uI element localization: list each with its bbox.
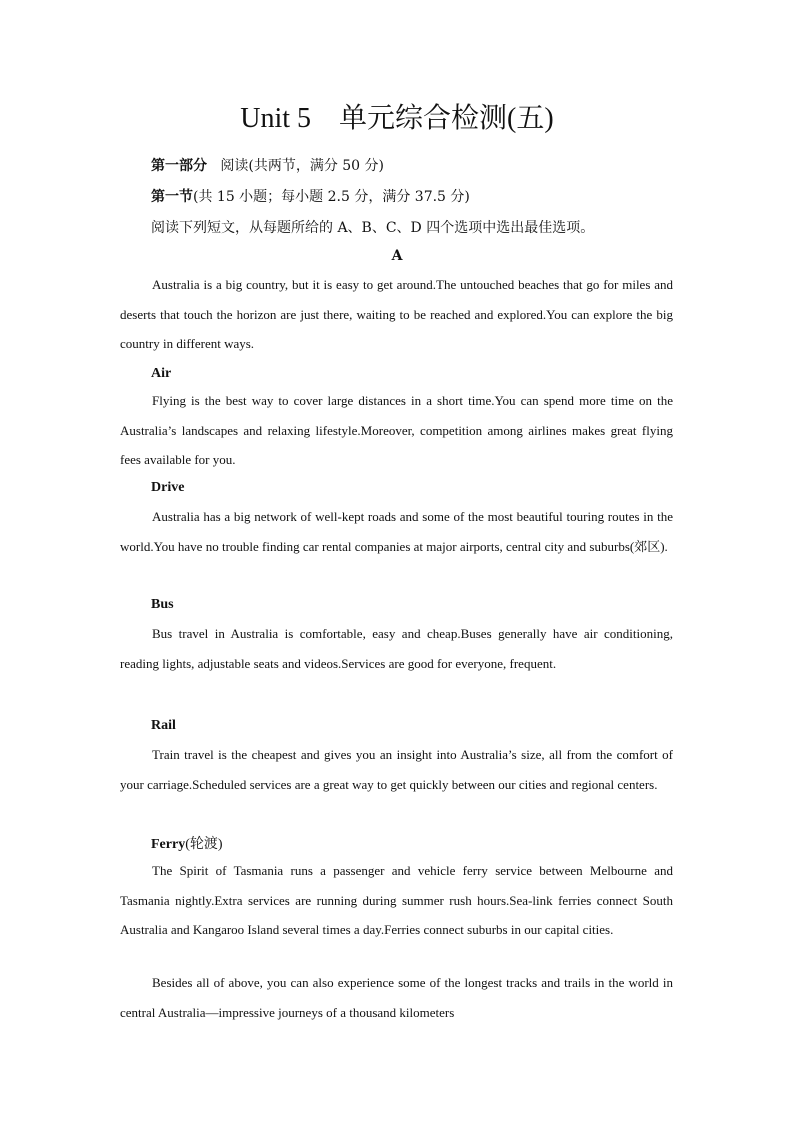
- heading-text: Ferry: [151, 837, 186, 852]
- paragraph-rail: Train travel is the cheapest and gives you an insight into Australia’s size, all from the comfort of your carriage.Scheduled services are a great way to get quickly between our cities and regional centers.: [120, 747, 673, 792]
- part-description: 阅读(共两节，满分 50 分): [220, 158, 384, 174]
- part-label: 第一部分: [151, 158, 207, 174]
- section-label: 第一节: [151, 189, 193, 205]
- heading-ferry: [151, 833, 223, 853]
- heading-rail: [151, 718, 176, 734]
- section-description: (共 15 小题；每小题 2.5 分，满分 37.5 分): [193, 189, 470, 205]
- heading-air: [151, 366, 171, 382]
- heading-drive: [151, 480, 184, 496]
- heading-text: Drive: [151, 480, 185, 495]
- page-title: Unit 5 单元综合检测(五): [240, 103, 554, 134]
- heading-bus: [151, 597, 174, 613]
- intro-paragraph: Australia is a big country, but it is easy to get around.The untouched beaches that go for miles and deserts that touch the horizon are just there, waiting to be reached and explored.You can explore the big country in different ways.: [120, 277, 673, 351]
- instruction: 阅读下列短文，从每题所给的 A、B、C、D 四个选项中选出最佳选项。: [151, 220, 595, 236]
- heading-text: Bus: [151, 597, 174, 612]
- section-header: [151, 186, 470, 206]
- paragraph-ferry: The Spirit of Tasmania runs a passenger and vehicle ferry service between Melbourne and Tasmania nightly.Extra services are running during summer rush hours.Sea-link ferries connect South Australia and Kangaroo Island several times a day.Ferries connect suburbs in our capital cities.: [120, 863, 673, 937]
- closing-paragraph: Besides all of above, you can also experience some of the longest tracks and trails in the world in central Australia—impressive journeys of a thousand kilometers: [120, 975, 673, 1020]
- passage-label: A: [391, 248, 403, 264]
- heading-note: (轮渡): [185, 837, 223, 852]
- heading-text: Air: [151, 366, 172, 381]
- paragraph-air: Flying is the best way to cover large distances in a short time.You can spend more time on the Australia’s landscapes and relaxing lifestyle.Moreover, competition among airlines makes great flying fees available for you.: [120, 393, 673, 467]
- part-header: [151, 155, 384, 175]
- paragraph-drive: Australia has a big network of well-kept roads and some of the most beautiful touring routes in the world.You have no trouble finding car rental companies at major airports, central city and suburbs(郊区).: [120, 509, 673, 554]
- paragraph-bus: Bus travel in Australia is comfortable, easy and cheap.Buses generally have air conditioning, reading lights, adjustable seats and videos.Services are good for everyone, frequent.: [120, 626, 673, 671]
- heading-text: Rail: [151, 718, 176, 733]
